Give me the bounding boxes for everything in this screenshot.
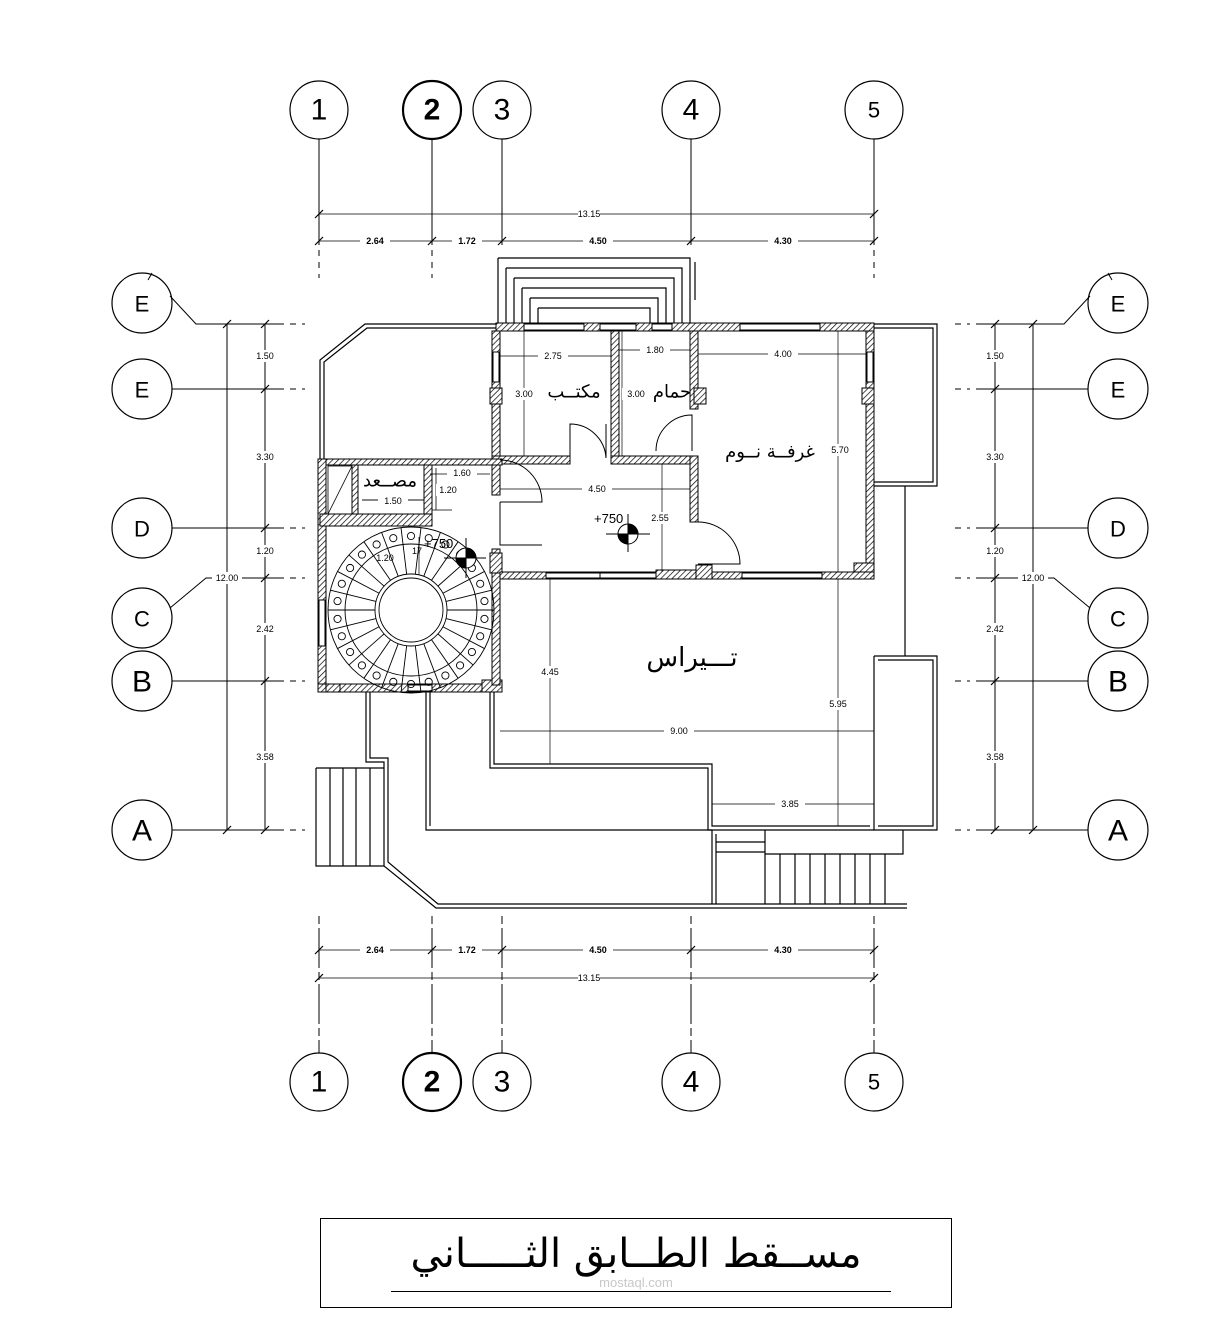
right-row-dimensions: [982, 350, 1048, 763]
dim-col-3-4-top: 4.50: [589, 236, 607, 246]
dim-overall-height-right: 12.00: [1021, 573, 1045, 583]
stair-tread: [443, 571, 485, 593]
grid-label-e1-right: E: [1110, 291, 1126, 317]
stair-baluster: [334, 615, 341, 622]
dim-elevator-width: 1.50: [384, 496, 402, 506]
stair-baluster: [346, 648, 353, 655]
grid-label-b-right: B: [1107, 665, 1129, 699]
dim-overall-width-bottom: 13.15: [577, 973, 601, 983]
dim-row-d-c-right: 1.20: [986, 546, 1004, 556]
stair-baluster: [407, 532, 414, 539]
dim-hall-width: 4.50: [588, 484, 606, 494]
stair-tread: [401, 528, 407, 575]
grid-label-d-right: D: [1110, 516, 1126, 542]
stair-tread: [364, 640, 391, 679]
dim-office-height: 3.00: [515, 389, 533, 399]
dim-elevator-h1: 1.60: [453, 468, 471, 478]
stair-tread: [446, 619, 492, 630]
room-label-terrace: تـــيراس: [646, 643, 738, 673]
stair-baluster: [373, 541, 380, 548]
walls: [318, 323, 874, 692]
stair-baluster: [338, 580, 345, 587]
stair-tread: [431, 640, 458, 679]
dim-office-width: 2.75: [544, 351, 562, 361]
level-stair: +750: [424, 536, 454, 551]
grid-label-e2-left: E: [134, 377, 150, 403]
stair-baluster: [338, 633, 345, 640]
dim-stair-a: 1.20: [376, 553, 394, 563]
stair-baluster: [477, 580, 484, 587]
dim-col-1-2-top: 2.64: [366, 236, 384, 246]
grid-row-lines: [148, 273, 1112, 834]
dim-terrace-height: 4.45: [541, 667, 559, 677]
drawing-title: مســقط الطــابق الثـــــاني: [410, 1231, 862, 1277]
dim-row-c-b-left: 2.42: [256, 624, 274, 634]
room-label-office: مكتــب: [547, 381, 601, 403]
dim-overall-height-left: 12.00: [215, 573, 239, 583]
dim-col-4-5-bottom: 4.30: [774, 945, 792, 955]
stair-baluster: [346, 564, 353, 571]
dim-row-e2-d-left: 3.30: [256, 452, 274, 462]
dim-col-2-3-top: 1.72: [458, 236, 476, 246]
dim-row-e2-d-right: 3.30: [986, 452, 1004, 462]
stair-baluster: [358, 551, 365, 558]
room-label-bath: حمام: [652, 381, 692, 403]
dim-bath-width: 1.80: [646, 345, 664, 355]
stair-tread: [446, 590, 492, 601]
dim-bath-height: 3.00: [627, 389, 645, 399]
dim-row-e1-e2-left: 1.50: [256, 351, 274, 361]
grid-label-a-left: A: [131, 814, 153, 848]
grid-label-1-top: 1: [310, 93, 328, 127]
dim-bedroom-height: 5.70: [831, 445, 849, 455]
stair-baluster: [334, 597, 341, 604]
dim-overall-width-top: 13.15: [577, 209, 601, 219]
dim-row-b-a-right: 3.58: [986, 752, 1004, 762]
dim-elevator-h2: 1.20: [439, 485, 457, 495]
stair-tread: [330, 590, 376, 601]
grid-label-4-top: 4: [682, 93, 700, 127]
grid-label-5-bottom: 5: [867, 1069, 881, 1095]
dim-row-b-a-left: 3.58: [256, 752, 274, 762]
room-labels: [363, 382, 815, 674]
stair-tread: [438, 634, 473, 665]
stair-baluster: [481, 597, 488, 604]
grid-label-2-top: 2: [423, 93, 441, 127]
grid-label-a-right: A: [1107, 814, 1129, 848]
stair-baluster: [468, 648, 475, 655]
grid-label-2-bottom: 2: [423, 1065, 441, 1099]
dim-row-c-b-right: 2.42: [986, 624, 1004, 634]
dim-hall-height: 2.55: [651, 513, 669, 523]
stair-tread: [349, 634, 384, 665]
room-label-bedroom: غرفــة نــوم: [725, 441, 815, 463]
dim-col-3-4-bottom: 4.50: [589, 945, 607, 955]
dim-col-2-3-bottom: 1.72: [458, 945, 476, 955]
stair-baluster: [358, 662, 365, 669]
grid-label-d-left: D: [134, 516, 150, 542]
grid-label-c-right: C: [1110, 606, 1126, 632]
building-outline: [316, 258, 937, 908]
doors: [500, 415, 740, 564]
dim-col-1-2-bottom: 2.64: [366, 945, 384, 955]
stair-tread: [330, 619, 376, 630]
stair-baluster: [373, 672, 380, 679]
dim-terrace-height-2: 5.95: [829, 699, 847, 709]
dim-bedroom-width: 4.00: [774, 349, 792, 359]
stair-baluster: [456, 662, 463, 669]
grid-label-e1-left: E: [134, 291, 150, 317]
stair-tread: [338, 627, 380, 649]
grid-label-b-left: B: [131, 665, 153, 699]
stair-baluster: [481, 615, 488, 622]
dim-col-4-5-top: 4.30: [774, 236, 792, 246]
level-hall: +750: [594, 511, 624, 526]
grid-label-4-bottom: 4: [682, 1065, 700, 1099]
stair-baluster: [390, 535, 397, 542]
dim-terrace-width: 9.00: [670, 726, 688, 736]
grid-label-3-bottom: 3: [493, 1065, 511, 1099]
left-row-dimensions: [212, 350, 278, 763]
watermark: mostaql.com: [599, 1275, 673, 1290]
grid-label-e2-right: E: [1110, 377, 1126, 403]
stair-baluster: [442, 672, 449, 679]
grid-label-c-left: C: [134, 606, 150, 632]
drawing-title-box: [320, 1218, 952, 1308]
stair-baluster: [477, 633, 484, 640]
grid-label-5-top: 5: [867, 97, 881, 123]
dim-terrace-step: 3.85: [781, 799, 799, 809]
grid-label-3-top: 3: [493, 93, 511, 127]
dim-stair-b: 17: [411, 546, 423, 556]
stair-tread: [443, 627, 485, 649]
title-underline: [391, 1291, 891, 1292]
stair-tread: [338, 571, 380, 593]
grid-label-1-bottom: 1: [310, 1065, 328, 1099]
dim-row-d-c-left: 1.20: [256, 546, 274, 556]
dim-row-e1-e2-right: 1.50: [986, 351, 1004, 361]
room-label-elevator: مصــعد: [363, 470, 417, 492]
